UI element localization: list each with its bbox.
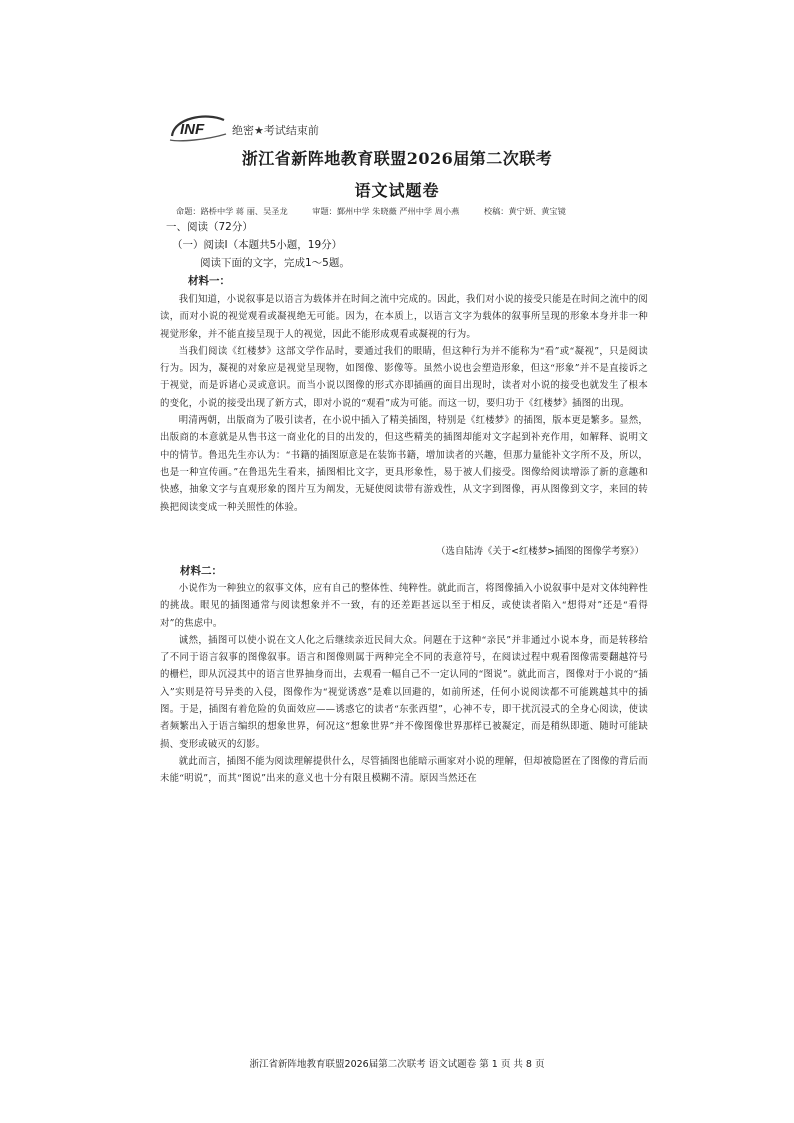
exam-title: 浙江省新阵地教育联盟2026届第二次联考: [241, 149, 553, 168]
material-two-heading: 材料二：: [180, 565, 222, 577]
paragraph: 当我们阅读《红楼梦》这部文学作品时，要通过我们的眼睛，但这种行为并不能称为“看”或“凝视”，只是阅读行为。因为，凝视的对象应是视觉呈现物，如图像、影像等。虽然小说也会塑造形象，但这“形象”并不是直接诉之于视觉，而是诉诸心灵或意识。而当小说以图像的形式亦即插画的面目出现时，读者对小说的接受也就发生了根本的变化，小说的接受出现了新方式，即对小说的“观看”成为可能。而这一切，要归功于《红楼梦》插图的出现。: [160, 345, 648, 409]
credit-proposition: 命题：路桥中学 蒋 丽、吴圣龙: [176, 206, 288, 216]
credit-review: 审题：鄞州中学 朱晓薇 严州中学 周小燕: [312, 206, 460, 216]
page-footer: 浙江省新阵地教育联盟2026届第二次联考 语文试题卷 第 1 页 共 8 页: [249, 1059, 545, 1070]
credits-line: [176, 206, 588, 217]
confidential-label: 绝密★考试结束前: [232, 124, 319, 137]
paragraph: 就此而言，插图不能为阅读理解提供什么，尽管插图也能暗示画家对小说的理解，但却被隐匿在了图像的背后而未能“明说”，而其“图说”出来的意义也十分有限且模糊不清。原因当然还在: [160, 755, 648, 785]
subsection-title: （一）阅读Ⅰ（本题共5小题，19分）: [172, 239, 343, 251]
section-title: 一、阅读（72分）: [166, 221, 253, 233]
logo-text: INF: [180, 121, 205, 138]
material-one-source: （选自陆涛《关于<红楼梦>插图的图像学考察》）: [436, 546, 644, 557]
alliance-logo: [166, 110, 230, 146]
paragraph: 小说作为一种独立的叙事文体，应有自己的整体性、纯粹性。就此而言，将图像插入小说叙事中是对文体纯粹性的挑战。眼见的插图通常与阅读想象并不一致，有的还差距甚远以至于相反，或使读者陷入“想得对”还是“看得对”的焦虑中。: [160, 583, 648, 629]
material-one-heading: 材料一：: [188, 275, 230, 287]
credit-proofread: 校稿：黄宁妍、黄宝镜: [483, 206, 566, 216]
paragraph: 我们知道，小说叙事是以语言为载体并在时间之流中完成的。因此，我们对小说的接受只能是在时间之流中的阅读，而对小说的视觉观看或凝视绝无可能。因为，在本质上，以语言文字为载体的叙事所呈现的形象本身并非一种视觉形象，并不能直接呈现于人的视觉，因此不能形成观看或凝视的行为。: [160, 294, 648, 340]
material-one-body: [160, 291, 648, 516]
material-two-body: [160, 580, 648, 788]
instruction-text: 阅读下面的文字，完成1～5题。: [200, 257, 350, 269]
exam-subtitle: 语文试题卷: [354, 181, 440, 200]
paragraph: 诚然，插图可以使小说在文人化之后继续亲近民间大众。问题在于这种“亲民”并非通过小说本身，而是转移给了不同于语言叙事的图像叙事。语言和图像则属于两种完全不同的表意符号，在阅读过程中观看图像需要翻越符号的栅栏，即从沉浸其中的语言世界抽身而出，去观看一幅自己不一定认同的“图说”。就此而言，图像对于小说的“插入”实则是符号异类的入侵，图像作为“视觉诱惑”是难以回避的，如前所述，任何小说阅读都不可能跳越其中的插图。于是，插图有着危险的负面效应——诱惑它的读者“东张西望”，心神不专，即干扰沉浸式的全身心阅读，使读者频繁出入于语言编织的想象世界，何况这“想象世界”并不像图像世界那样已被凝定，而是稍纵即逝、随时可能缺损、变形或破灭的幻影。: [160, 634, 648, 750]
paragraph: 明清两朝，出版商为了吸引读者，在小说中插入了精美插图，特别是《红楼梦》的插图，版本更是繁多。显然，出版商的本意就是从售书这一商业化的目的出发的，但这些精美的插图却能对文字起到补充作用，如解释、说明文中的情节。鲁迅先生亦认为：“书籍的插图原意是在装饰书籍，增加读者的兴趣，但那力量能补文字所不及，所以，也是一种宣传画。”在鲁迅先生看来，插图相比文字，更具形象性，易于被人们接受。图像给阅读增添了新的意趣和快感，抽象文字与直观形象的图片互为阐发，无疑使阅读带有游戏性，从文字到图像，再从图像到文字，来回的转换把阅读变成一种关照性的体验。: [160, 415, 648, 513]
